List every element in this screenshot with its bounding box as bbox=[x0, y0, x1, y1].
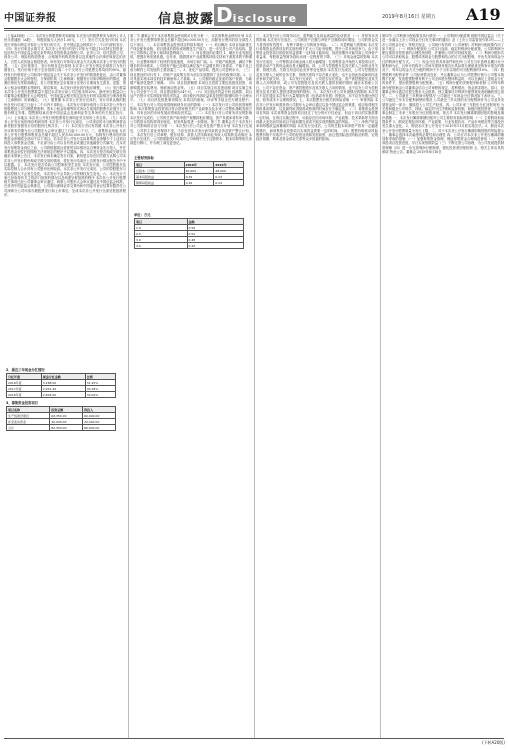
table-cell: 30.02% bbox=[85, 392, 115, 398]
column-3 bbox=[256, 34, 378, 740]
column-text: 第四节 公司利润分配政策及执行情况 一、公司利润分配政策 根据中国证监会《关于进一步落实上市公司现金分红有关事项的通知》及《上市公司监管指引第3号——上市公司现金分红》等相关规定，公司现行有效的《公司章程》对利润分配政策作出了如下规定：（一）利润分配原则 公司实行连续、稳定的利润分配政策，公司的利润分配应重视对投资者的合理投资回报，并兼顾公司的可持续发展。（二）利润分配形式 公司可以采取现金、股票或者现金与股票相结合的方式分配股利，并优先采用现金分红的利润分配方式。（三）现金分红的具体条件和比例 公司在当年盈利且累计未分配利润为正，且审计机构对公司该年度财务报告出具标准无保留意见的审计报告的情况下，每年以现金方式分配的利润不少于当年实现的可分配利润的10%。（四）股票股利分配的条件 公司经营情况良好，并且董事会认为公司股票价格与公司股本规模不匹配、发放股票股利有利于公司全体股东整体利益时，可以在满足上述现金分红的条件下，提出股票股利分配预案。（五）利润分配的决策程序和机制 公司每年利润分配预案由公司董事会结合公司章程的规定、盈利情况、资金需求提出、拟订，经董事会审议通过后提交股东大会批准。独立董事应对利润分配预案发表明确的独立意见。二、公司最近三年利润分配情况 公司最近三年现金分红情况如下表所示。三、公司最近三年未分配利润使用情况 公司最近三年实现的未分配利润作为公司业务发展资金的一部分，继续投入公司生产经营。四、公司未来三年股东分红回报规划 为完善和健全公司科学、持续、稳定的分红决策和监督机制，积极回报投资者，公司董事会制定了未来三年股东分红回报规划。第五节 本次发行摊薄即期回报的影响及填补措施 一、本次发行摊薄即期回报对公司主要财务指标的影响 （一）主要假设和前提条件 1、假设宏观经济环境、产业政策、行业发展状况、产品市场情况等方面没有发生重大变化。2、假设本次非公开发行于2019年11月底实施完毕。3、假设本次非公开发行股票数量为发行上限。二、对于本次非公开发行摊薄即期回报的风险提示 三、董事会选择本次融资的必要性和合理性 四、公司应对本次非公开发行摊薄即期回报采取的措施 （一）加强募集资金管理，保证募集资金合理规范使用（二）加快募投项目投资进度，早日实现预期效益（三）不断完善公司治理，为公司发展提供制度保障（四）进一步完善利润分配制度，强化投资者回报机制 五、相关主体出具的承诺 特此公告。董事会 2019年8月16日 bbox=[382, 34, 504, 155]
table-header-cell: 分红年度 bbox=[7, 374, 42, 380]
column-divider bbox=[128, 34, 129, 738]
table-title: 2、最近三年现金分红情况 bbox=[6, 368, 45, 372]
table-cell: 2017年度 bbox=[7, 386, 42, 392]
table-header-cell: 金额 bbox=[187, 219, 243, 225]
table-cell: 82,350.00 bbox=[50, 425, 83, 431]
table-cell: 0.24 bbox=[214, 180, 244, 186]
table-cell: 2.0 bbox=[135, 231, 188, 237]
column-text: 三、本次发行后公司财务状况、盈利能力及现金流量的变动情况 （一）对财务状况的影响 本次发行完成后，公司的资产总额与净资产总额将同时增加，公司的资金实力将得到有效提升，有利于降低公司的财务风险。（二）对盈利能力的影响 本次发行募集资金投资项目的实施有利于扩大公司业务规模，提升公司市场竞争力。由于募集资金投资项目的经营效益需要一定时间才能体现，因此短期内可能导致公司净资产收益率、每股收益等财务指标出现一定程度的下降。（三）对现金流量的影响 本次发行完成后，公司筹资活动现金流入将大幅增加；在募集资金开始投入募投项目后，投资活动产生的现金流出将大幅增加。四、公司与控股股东及其关联人之间的业务关系、管理关系、关联交易及同业竞争等变化情况 本次发行完成后，公司与控股股东及其关联人之间的业务关系、管理关系均不存在重大变化，也不会因此形成新的同业竞争和关联交易。五、本次发行完成后，公司是否存在资金、资产被控股股东及其关联人占用的情形，或公司为控股股东及其关联人提供担保的情形 截至本预案公告日，公司不存在资金、资产被控股股东及其关联人占用的情形，也不存在公司为控股股东及其关联人提供违规担保的情形。六、本次发行对公司负债情况的影响 本次发行不存在通过本次发行大量增加负债（包括或有负债）的情况，亦不存在负债比例过低、财务成本不合理的情况。七、本次股票发行相关的风险说明 （一）审批风险 本次非公开发行尚需获得公司股东大会审议通过以及中国证监会的核准，能否取得相关的批准或核准，以及最终取得批准或核准的时间存在不确定性。（二）募集资金投资项目风险 本次募集资金投资项目经过了充分的可行性论证，但由于项目的实施需要一定时间，在项目实施过程中，可能存在因市场环境、产业政策、技术革新等方面出现重大变化而导致项目不能如期完成或不能实现预期收益的风险。（三）净资产收益率和每股收益被摊薄的风险 本次发行完成后，公司的总股本和净资产将有一定幅度的增长，而募集资金投资项目实现效益需要一定的时间。（四）股票价格波动风险 股票价格不仅取决于公司的经营业绩和发展前景，而且受国际及国内政治形势、宏观经济周期、利率及资金供求关系等众多因素的影响。 bbox=[256, 34, 378, 142]
table-cell: 2,604.00 bbox=[41, 392, 85, 398]
table-cell: 2018年度 bbox=[7, 380, 42, 386]
dividend-table bbox=[6, 373, 116, 398]
table-title: 单位：万元 bbox=[134, 213, 151, 217]
table-header-cell: 2018年 bbox=[184, 162, 214, 168]
project-table bbox=[6, 406, 116, 431]
table-cell: 生产线建设项目 bbox=[7, 413, 50, 419]
table-cell: 31.25% bbox=[85, 380, 115, 386]
table-header-cell: 拟投入 bbox=[83, 407, 116, 413]
table-header-cell: 项目名称 bbox=[7, 407, 50, 413]
table-cell: 30.18% bbox=[85, 386, 115, 392]
table-header-cell: 项目 bbox=[135, 162, 185, 168]
footer-rule bbox=[4, 738, 504, 739]
table-cell: 0.56 bbox=[187, 225, 243, 231]
table-cell: 80,000.00 bbox=[83, 425, 116, 431]
table-header-cell: 比例 bbox=[85, 374, 115, 380]
table-cell: 1.0 bbox=[135, 225, 188, 231]
table-cell: 2,951.40 bbox=[41, 386, 85, 392]
masthead-rule-thin bbox=[4, 30, 504, 31]
table-cell: 0.26 bbox=[184, 174, 214, 180]
table-cell: 20,000.00 bbox=[50, 419, 83, 425]
table-cell: 基本每股收益 bbox=[135, 174, 185, 180]
table-header-cell: 项目 bbox=[135, 219, 188, 225]
table-cell: 4.0 bbox=[135, 243, 188, 249]
section-banner-text: isclosure bbox=[232, 12, 298, 25]
table-cell: 2016年度 bbox=[7, 392, 42, 398]
column-text: （上接A18版）（二）本次发行的股票种类和面值 本次发行的股票种类为境内上市人民币普通股（A股），每股面值为人民币1.00元。（三）发行方式及发行时间 本次发行采取向特定对象非公开发行的方式，在中国证监会核准后十二个月内择机发行。（四）发行对象及认购方式 本次非公开发行的发行对象为不超过10名特定投资者，包括符合中国证监会规定条件的证券投资基金管理公司、证券公司、信托投资公司、财务公司、保险机构投资者、合格境外机构投资者以及其他符合法律法规规定的法人、自然人或其他合格投资者。所有发行对象均以现金方式认购本次非公开发行的股票。（五）定价基准日、发行价格及定价原则 本次非公开发行的定价基准日为发行期首日。发行价格不低于定价基准日前二十个交易日公司股票交易均价的90%。最终发行价格将在公司取得中国证监会关于本次非公开发行的核准批复后，由公司董事会根据股东大会的授权，与保荐机构（主承销商）根据发行对象申购报价的情况，遵照价格优先等原则确定。若公司股票在定价基准日至发行日期间发生派息、送股、资本公积金转增股本等除权、除息事项，本次发行底价将作相应调整。（六）发行数量 本次非公开发行股票数量不超过本次发行前公司总股本的20%，最终发行数量由公司董事会根据股东大会的授权、中国证监会相关规定及发行时的实际情况与保荐机构（主承销商）协商确定。（七）限售期 本次非公开发行完成后，发行对象认购的股份自发行结束之日起十二个月内不得转让。本次发行对象所取得公司本次非公开发行的股票因公司分配股票股利、资本公积金转增等形式所衍生取得的股票亦应遵守上述股份锁定安排。限售期结束后按中国证监会及深圳证券交易所的有关规定执行。（八）上市地点 本次非公开发行的股票将在深圳证券交易所上市交易。（九）本次非公开发行前的滚存利润安排 本次非公开发行完成后，公司滚存的未分配利润将由新老股东按照发行后的股份比例共享。（十）本次发行决议有效期 本次非公开发行决议的有效期为自公司股东大会审议通过之日起十二个月。三、募集资金用途 本次非公开发行股票募集资金总额不超过人民币80,000.00万元，扣除发行费用后的募集资金净额将全部用于以下项目。若本次非公开发行实际募集资金净额少于上述项目拟投入募集资金总额，不足部分由公司以自有资金或通过其他融资方式解决。在本次发行募集资金到位之前，公司将根据项目进度的实际情况以自筹资金先行投入，并在募集资金到位后按照相关法规规定的程序予以置换。四、本次发行是否构成关联交易 截至本预案公告日，本次发行尚未确定发行对象，最终是否存在因关联方认购公司本次非公开发行股份构成关联交易的情形，将在发行结束后公告的发行情况报告书中予以披露。五、本次发行是否导致公司控制权发生变化 本次发行前，公司控股股东及实际控制人合计持有公司股份比例较高。本次非公开发行完成后，公司的控股股东与实际控制人不会发生变化，本次发行不会导致公司控制权发生变化。六、本次发行方案已经取得有关主管部门批准的情况以及尚需呈报批准的程序 本次非公开发行股票相关事项已经公司董事会审议通过，尚需公司股东大会审议通过及中国证监会核准。在获得中国证监会核准后，公司将向深圳证券交易所和中国证券登记结算有限责任公司深圳分公司申请办理股票发行和上市事宜，完成本次非公开发行全部呈报批准程序。 bbox=[4, 34, 126, 197]
table-cell: 60,000.00 bbox=[83, 413, 116, 419]
table-cell: 0.52 bbox=[187, 231, 243, 237]
table-cell: 62,350.00 bbox=[50, 413, 83, 419]
section-title: 信息披露 bbox=[158, 12, 215, 27]
column-divider bbox=[254, 34, 255, 738]
page-number: A19 bbox=[466, 5, 501, 24]
masthead-rule bbox=[4, 28, 504, 29]
table-cell: 3.0 bbox=[135, 237, 188, 243]
column-text: 第二节 董事会关于本次募集资金使用的可行性分析 一、本次募集资金使用计划 本次非公开发行股票募集资金总额不超过80,000.00万元，扣除发行费用后拟全部投入以下项目。二、本次募集资金投资项目的基本情况 （一）项目概况 本项目拟新建生产线及配套设施，项目建成后将形成规模化生产能力，进一步完善公司产品结构，提升公司的核心竞争力和持续盈利能力。（二）项目建设的必要性 1、顺应行业发展趋势，把握市场发展机遇。近年来，随着国家产业政策的持续支持和下游需求的不断增长，行业整体保持了较快的发展速度，市场空间广阔。2、突破产能瓶颈，满足不断增长的市场需求。公司现有产能已经难以满足客户日益增长的订单需求，产能不足已成为制约公司发展的主要因素之一。3、优化产品结构，提高公司盈利水平。（三）项目建设的可行性 1、国家产业政策支持为项目实施提供了良好的政策环境。2、公司具备实施本项目的技术储备和人才基础。3、公司拥有稳定优质的客户资源，为新增产能消化提供了保障。（四）项目投资概算 本项目总投资主要包括建设投资、设备购置及安装费用、铺底流动资金等。（五）项目实施主体及建设期 项目实施主体为公司全资子公司，项目建设期为24个月。（六）项目经济效益分析 经测算，项目达产后预计可实现较好的经济效益，项目税后内部收益率及投资回收期均处于合理水平。（七）项目涉及报批事项情况 本项目的备案、环评等手续正在办理过程中。三、本次发行对公司经营管理和财务状况的影响 （一）本次发行对公司经营管理的影响 本次募集资金投资项目符合国家相关的产业政策以及未来公司整体战略发展方向，具有良好的市场发展前景和经济效益。（二）本次发行对公司财务状况的影响 本次发行完成后，公司的总资产和净资产规模将相应增加，资产负债率将有所下降，公司的资本结构将得到优化，财务风险将进一步降低。第三节 董事会关于本次发行对公司影响的讨论与分析 一、本次发行后公司业务及资产整合计划 本次发行完成后，公司的主营业务保持不变，不存在因本次发行而导致的业务及资产整合计划。二、本次发行后公司章程、股东结构、高管人员结构和业务收入结构的变动情况 本次发行完成后，公司将根据发行结果对公司章程中关于注册资本、股本结构等相关条款进行修订，并办理工商变更登记。 bbox=[130, 34, 252, 146]
continued-note: (下转A20版) bbox=[482, 740, 505, 745]
table-cell: 0.44 bbox=[187, 243, 243, 249]
column-4 bbox=[382, 34, 504, 740]
table-cell: 补充流动资金 bbox=[7, 419, 50, 425]
table-header-cell: 投资总额 bbox=[50, 407, 83, 413]
table-header-cell: 2019年 bbox=[214, 162, 244, 168]
dateline: 2019年8月16日 星期五 bbox=[382, 14, 436, 20]
table-title: 主要财务指标 bbox=[134, 156, 154, 160]
table-cell: 0.48 bbox=[187, 237, 243, 243]
table-header-cell: 现金分红金额 bbox=[41, 374, 85, 380]
ratio-table bbox=[134, 218, 244, 249]
section-banner bbox=[214, 4, 307, 26]
table-cell: 20,000.00 bbox=[83, 419, 116, 425]
newspaper-brand: 中国证券报 bbox=[4, 13, 57, 24]
table-cell: 3,268.00 bbox=[41, 380, 85, 386]
section-banner-initial: D bbox=[216, 3, 233, 27]
table-cell: 总股本（万股） bbox=[135, 168, 185, 174]
column-2 bbox=[130, 34, 252, 740]
financial-table bbox=[134, 161, 244, 186]
table-cell: 合计 bbox=[7, 425, 50, 431]
table-cell: 0.26 bbox=[184, 180, 214, 186]
table-title: 3、募集资金投资项目 bbox=[6, 401, 38, 405]
table-cell: 48,000 bbox=[214, 168, 244, 174]
table-cell: 40,000 bbox=[184, 168, 214, 174]
column-divider bbox=[380, 34, 381, 738]
table-cell: 稀释每股收益 bbox=[135, 180, 185, 186]
table-cell: 0.24 bbox=[214, 174, 244, 180]
